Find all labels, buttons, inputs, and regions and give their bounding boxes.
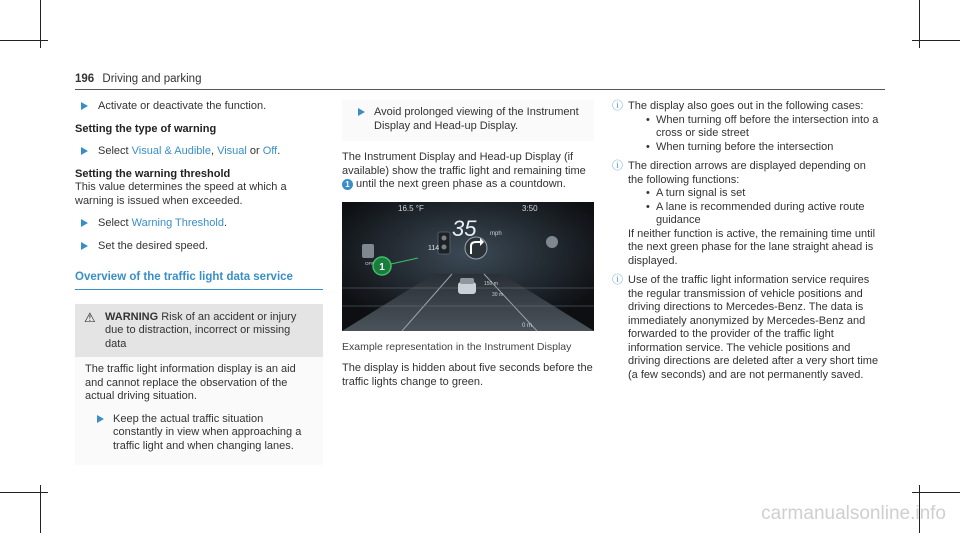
info-note: ⓘ The direction arrows are displayed depending on the following functions: • A turn signal is set • A lane is recommended during active route guidance If neither function is active, the remaining time until the next green phase for the lane straight ahead is displayed. (612, 160, 882, 268)
display-hidden-text: The display is hidden about five seconds before the traffic lights change to green. (342, 362, 593, 388)
section-heading: Overview of the traffic light data service (75, 271, 323, 290)
step-arrow-icon (81, 242, 88, 250)
callout-1-icon: 1 (342, 179, 353, 190)
display-speed-unit: mph (490, 230, 502, 237)
info-note: ⓘ The display also goes out in the following cases: • When turning off before the intersection into a cross or side street • When turning before the intersection (612, 100, 882, 154)
option-visual: Visual (217, 145, 247, 157)
seat-icon (362, 244, 374, 258)
info-icon: ⓘ (612, 160, 623, 172)
distance-label: 0 m (522, 322, 533, 329)
warning-box (75, 304, 323, 466)
crop-mark (0, 492, 48, 493)
info-icon: ⓘ (612, 100, 623, 112)
column-left (75, 100, 323, 465)
info-list (628, 187, 882, 228)
warning-triangle-icon: ⚠ (84, 309, 96, 325)
assist-icon (546, 236, 558, 248)
warning-header (75, 304, 323, 358)
bullet-select-threshold: Select Warning Threshold. (75, 217, 323, 231)
list-item: • A turn signal is set (646, 187, 882, 201)
display-speed: 35 (452, 215, 477, 241)
crop-mark (912, 492, 960, 493)
step-arrow-icon (81, 147, 88, 155)
warning-label: WARNING (105, 310, 159, 323)
bullet-select-type: Select Visual & Audible, Visual or Off. (75, 145, 323, 159)
info-list (628, 114, 882, 155)
instrument-display-illustration (342, 202, 594, 331)
warning-bullet: Keep the actual traffic situation constantly in view when approaching a traffic light and when changing lanes. (85, 413, 315, 454)
continued-warning-box (342, 100, 594, 141)
display-time: 3:50 (522, 203, 538, 213)
info-note: ⓘ Use of the traffic light information service requires the regular transmission of vehicle positions and driving directions to Mercedes-Benz. The data is immediately anonymized by Mercedes-Benz and forwarded to the provider of the traffic light information service. The vehicle positions and driving directions are deleted after a very short time (a few seconds) and are not permanently saved. (612, 274, 879, 381)
warning-body: The traffic light information display is an aid and cannot replace the observation of the actual driving situation. Keep the actual traffic situation constantly in view when approaching a traffic light and when changing lanes. (75, 357, 323, 465)
figure-caption: Example representation in the Instrument Display (342, 340, 572, 353)
info-followup: If neither function is active, the remaining time until the next green phase for the lane straight ahead is displayed. (628, 227, 876, 267)
distance-label: 150 m (484, 280, 498, 287)
step-arrow-icon (358, 108, 365, 116)
option-visual-audible: Visual & Audible (131, 145, 211, 157)
header-rule (75, 89, 885, 90)
list-item: • A lane is recommended during active route guidance (646, 201, 882, 228)
step-arrow-icon (81, 219, 88, 227)
list-item: • When turning off before the intersection into a cross or side street (646, 114, 882, 141)
watermark: carmanualsonline.info (761, 503, 946, 524)
crop-mark (912, 40, 960, 41)
warning-text: Risk of an accident or injury due to distraction, incorrect or missing data (105, 310, 297, 350)
heading-threshold: Setting the warning threshold (75, 167, 231, 180)
display-temperature: 16.5 °F (398, 203, 424, 213)
page-header (75, 73, 201, 85)
instrument-display-image (342, 202, 594, 331)
display-callout: 1 (379, 261, 385, 273)
step-arrow-icon (81, 102, 88, 110)
list-item: • When turning before the intersection (646, 141, 882, 155)
bullet-set-speed: Set the desired speed. (75, 240, 323, 254)
bullet-activate: Activate or deactivate the function. (75, 100, 323, 114)
traffic-light-icon (438, 232, 450, 254)
info-icon: ⓘ (612, 274, 623, 286)
column-middle (342, 100, 594, 398)
page-number: 196 (75, 73, 95, 85)
heading-warning-type: Setting the type of warning (75, 122, 217, 135)
display-description: The Instrument Display and Head-up Display (if available) show the traffic light and remaining time 1 until the next green phase as a countdown. (342, 151, 586, 190)
option-warning-threshold: Warning Threshold (131, 217, 224, 229)
section-title: Driving and parking (102, 73, 202, 85)
display-off-label: OFF (365, 260, 374, 266)
column-right (612, 100, 882, 388)
crop-mark (0, 40, 48, 41)
step-arrow-icon (97, 415, 104, 423)
display-countdown: 114 (428, 244, 440, 252)
bullet-avoid-viewing: Avoid prolonged viewing of the Instrument Display and Head-up Display. (346, 106, 588, 133)
threshold-text: This value determines the speed at which a warning is issued when exceeded. (75, 181, 287, 207)
distance-label: 30 m (492, 291, 504, 298)
option-off: Off (262, 145, 278, 157)
